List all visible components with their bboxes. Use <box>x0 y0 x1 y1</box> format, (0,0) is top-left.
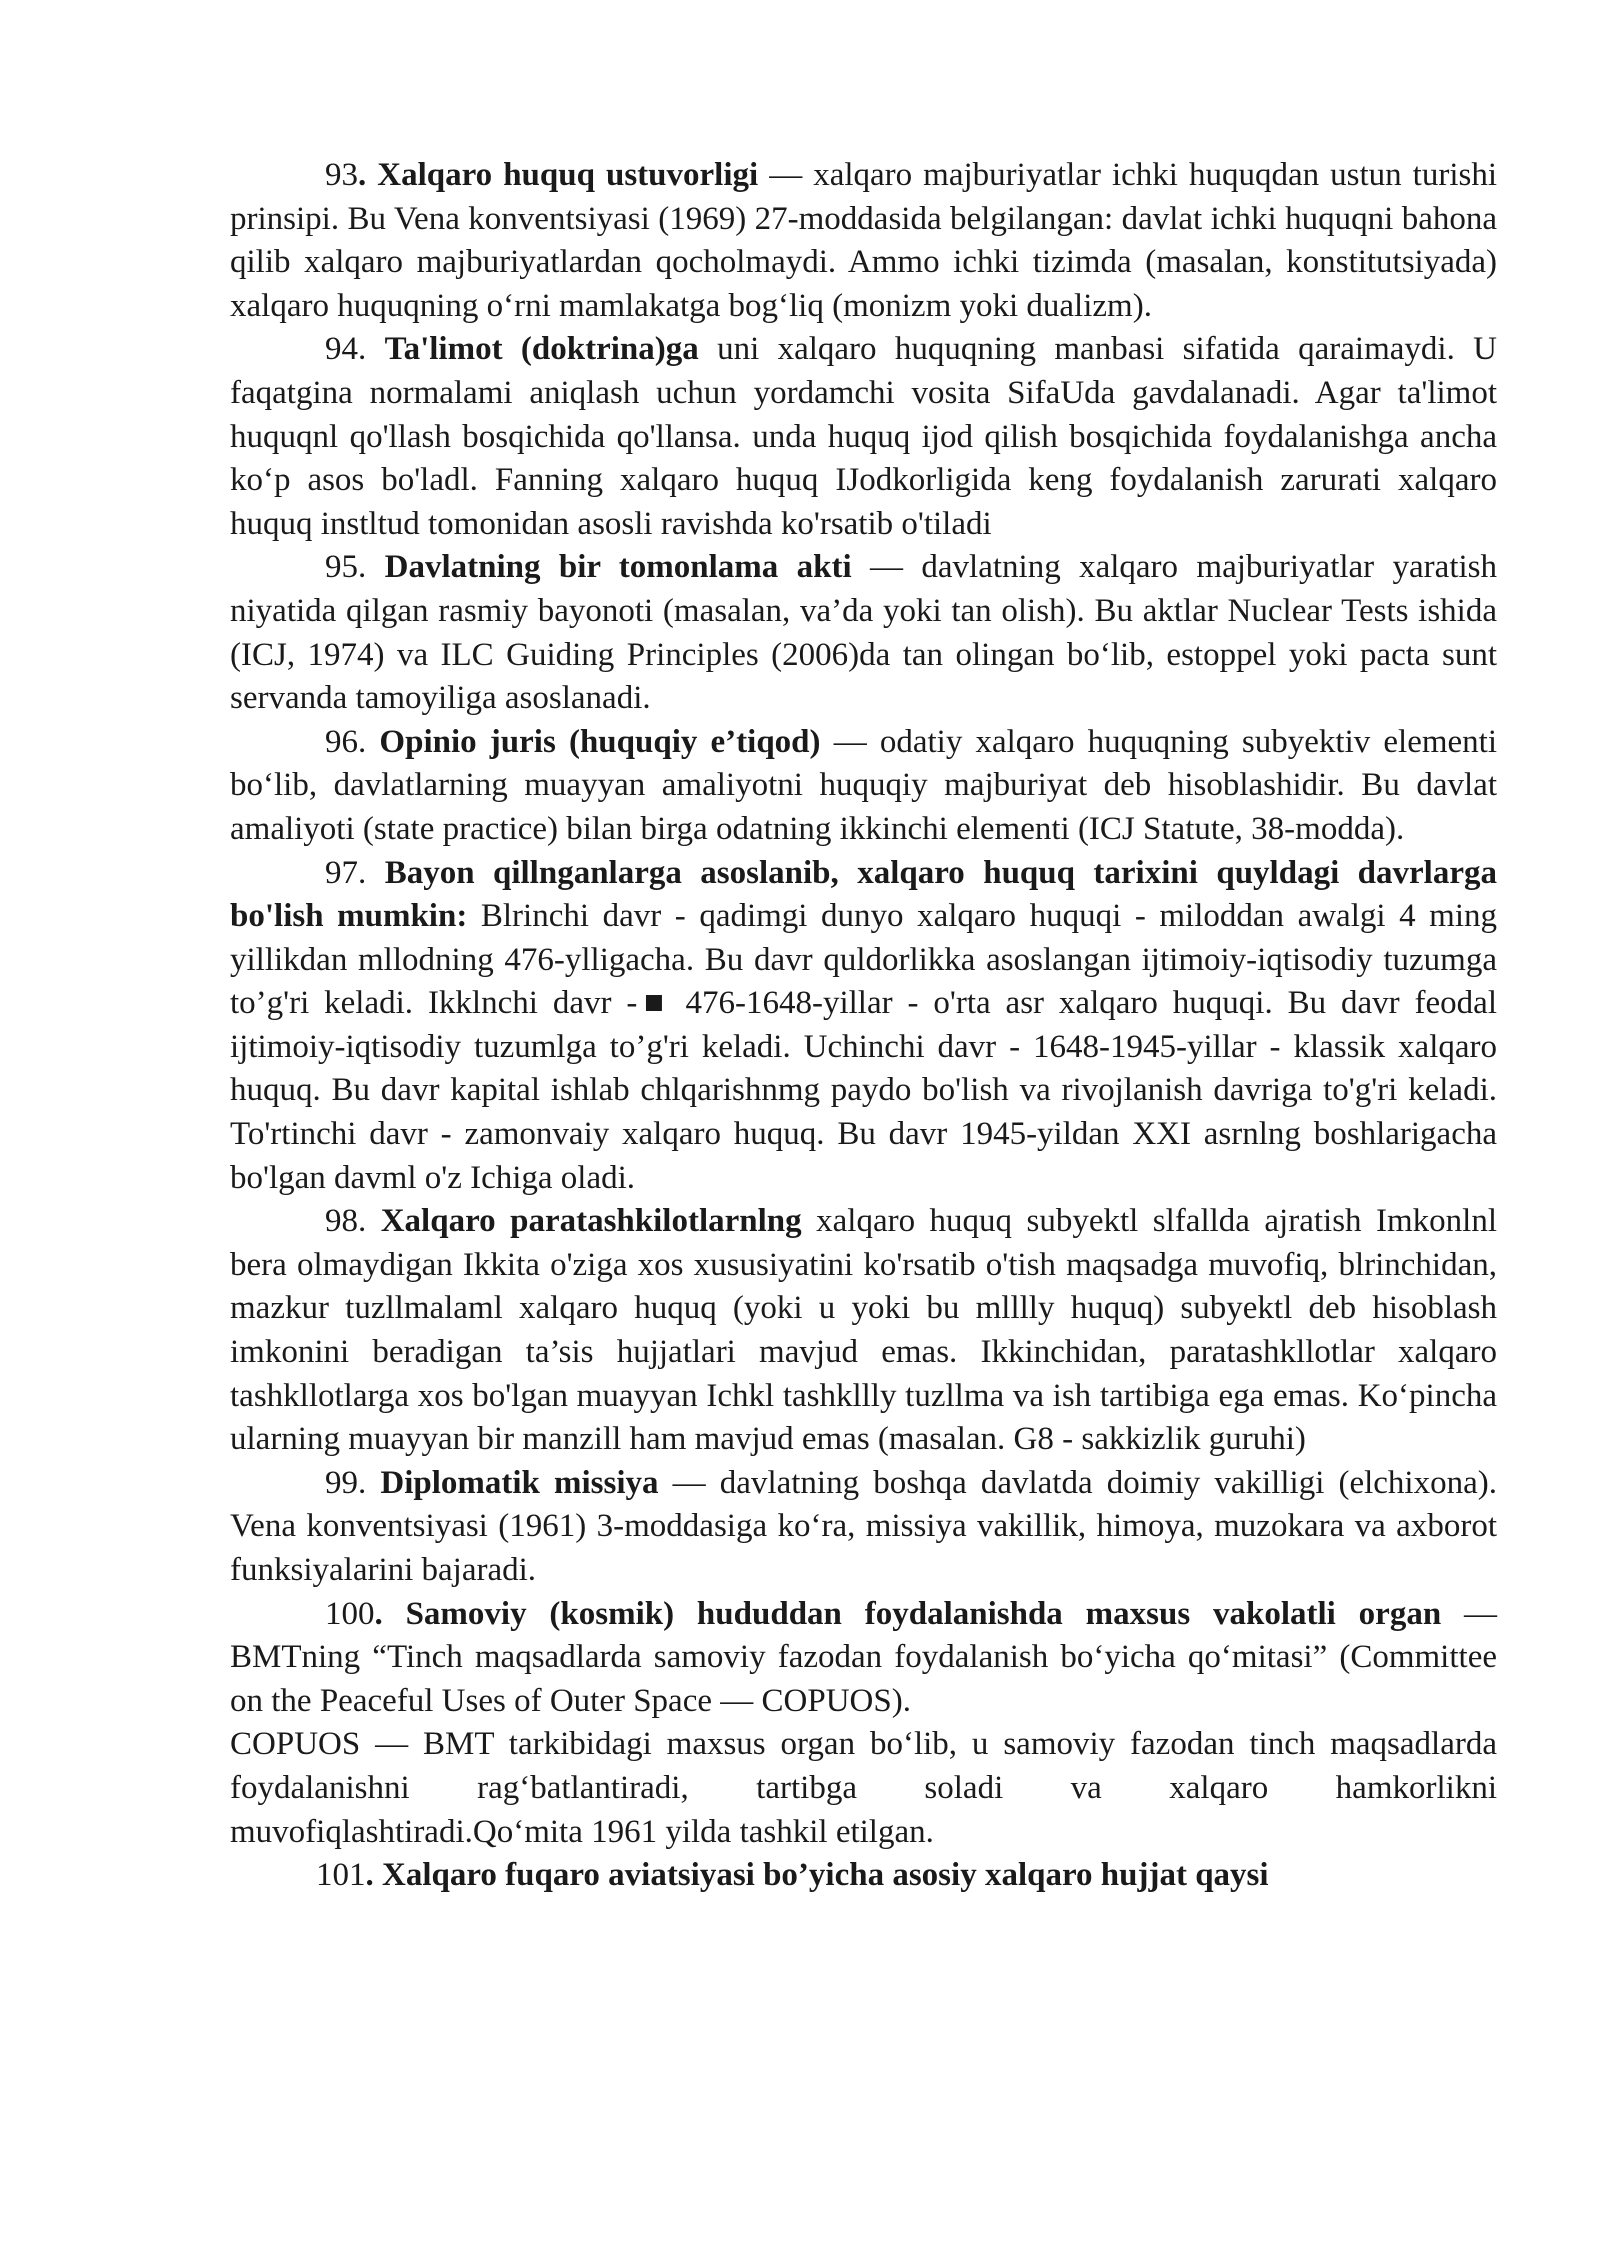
item-101 <box>230 1854 1497 1898</box>
item-text: uni xalqaro huquqning manbasi sifatida qaraimaydi. U faqatgina normalami aniqlash uchun yordamchi vosita SifaUda gavdalanadi. Agar ta'limot huquqnl qo'llash bosqichida qo'llansa. unda huquq ijod qilish bosqichida foydalanishga ancha koʻp asos bo'ladl. Fanning xalqaro huquq IJodkorligida keng foydalanish zarurati xalqaro huquq instltud tomonidan asosli ravishda ko'rsatib o'tiladi <box>230 331 1498 542</box>
item-number: 96. <box>325 723 380 760</box>
item-100 <box>230 1593 1497 1724</box>
item-text: — xalqaro majburiyatlar ichki huquqdan ustun turishi prinsipi. Bu Vena konventsiyasi (1969) 27-moddasida belgilangan: davlat ichki huquqni bahona qilib xalqaro majburiyatlardan qocholmaydi. Ammo ichki tizimda (masalan, konstitutsiyada) xalqaro huquqning oʻrni mamlakatga bogʻliq (monizm yoki dualizm). <box>230 157 1497 324</box>
item-term: . Xalqaro fuqaro aviatsiyasi bo’yicha asosiy xalqaro hujjat qaysi <box>365 1857 1269 1894</box>
item-number: 97. <box>325 854 385 891</box>
item-96 <box>230 721 1497 852</box>
item-term: . Samoviy (kosmik) hududdan foydalanishda maxsus vakolatli organ <box>374 1595 1442 1632</box>
item-text: Blrinchi davr - qadimgi dunyo xalqaro huquqi - miloddan awalgi 4 ming yillikdan mllodning 476-ylligacha. Bu davr quldorlikka asoslangan ijtimoiy-iqtisodiy tuzumga to’g'ri keladi. Ikklnchi davr -■ 476-1648-yillar - o'rta asr xalqaro huquqi. Bu davr feodal ijtimoiy-iqtisodiy tuzumlga to’g'ri keladi. Uchinchi davr - 1648-1945-yillar - klassik xalqaro huquq. Bu davr kapital ishlab chlqarishnmg paydo bo'lish va rivojlanish davriga to'g'ri keladi. To'rtinchi davr - zamonvaiy xalqaro huquq. Bu davr 1945-yildan XXI asrnlng boshlarigacha bo'lgan davml o'z Ichiga oladi. <box>230 898 1497 1196</box>
item-term: Diplomatik missiya <box>380 1464 659 1501</box>
item-text: xalqaro huquq subyektl slfallda ajratish Imkonlnl bera olmaydigan Ikkita o'ziga xos xususiyatini ko'rsatib o'tish maqsadga muvofiq, blrinchidan, mazkur tuzllmalaml xalqaro huquq (yoki u yoki bu mlllly huquq) subyektl deb hisoblash imkonini beradigan ta’sis hujjatlari mavjud emas. Ikkinchidan, paratashkllotlar xalqaro tashkllotlarga xos bo'lgan muayyan Ichkl tashkllly tuzllma va ish tartibiga ega emas. Koʻpincha ularning muayyan bir manzill ham mavjud emas (masalan. G8 - sakkizlik guruhi) <box>230 1203 1497 1458</box>
item-number: 95. <box>325 549 385 586</box>
item-text: — davlatning xalqaro majburiyatlar yaratish niyatida qilgan rasmiy bayonoti (masalan, va’da yoki tan olish). Bu aktlar Nuclear Tests ishida (ICJ, 1974) va ILC Guiding Principles (2006)da tan olingan boʻlib, estoppel yoki pacta sunt servanda tamoyiliga asoslanadi. <box>230 549 1497 717</box>
item-term: Opinio juris (huquqiy e’tiqod) <box>379 723 821 760</box>
item-text: — odatiy xalqaro huquqning subyektiv elementi boʻlib, davlatlarning muayyan amaliyotni huquqiy majburiyat deb hisoblashidir. Bu davlat amaliyoti (state practice) bilan birga odatning ikkinchi elementi (ICJ Statute, 38-modda). <box>230 723 1498 847</box>
item-number: 94. <box>325 331 385 368</box>
item-term: . Xalqaro huquq ustuvorligi <box>358 157 759 193</box>
item-number: 98. <box>325 1203 381 1240</box>
item-term: Xalqaro paratashkilotlarnlng <box>380 1203 802 1240</box>
item-term: Ta'limot (doktrina)ga <box>384 331 699 368</box>
item-term: Bayon qillnganlarga asoslanib, xalqaro huquq tarixini quyldagi davrlarga bo'lish mumkin: <box>230 854 1498 935</box>
item-94 <box>230 328 1497 546</box>
item-95 <box>230 546 1497 720</box>
item-number: 101 <box>316 1857 366 1894</box>
item-97 <box>230 852 1497 1201</box>
item-number: 93 <box>325 157 358 193</box>
item-99 <box>230 1462 1497 1593</box>
item-term: Davlatning bir tomonlama akti <box>384 549 852 586</box>
item-text: — BMTning “Tinch maqsadlarda samoviy fazodan foydalanish boʻyicha qoʻmitasi” (Committee on the Peaceful Uses of Outer Space — COPUOS). <box>230 1595 1497 1719</box>
item-98 <box>230 1200 1497 1462</box>
item-number: 100 <box>325 1595 375 1632</box>
copuos-paragraph: COPUOS — BMT tarkibidagi maxsus organ boʻlib, u samoviy fazodan tinch maqsadlarda foydalanishni ragʻbatlantiradi, tartibga soladi va xalqaro hamkorlikni muvofiqlashtiradi.Qoʻmita 1961 yilda tashkil etilgan. <box>230 1726 1497 1850</box>
item-number: 99. <box>325 1464 381 1501</box>
item-93 <box>230 154 1497 328</box>
document-page <box>230 154 1497 1898</box>
item-text: — davlatning boshqa davlatda doimiy vakilligi (elchixona). Vena konventsiyasi (1961) 3-moddasiga koʻra, missiya vakillik, himoya, muzokara va axborot funksiyalarini bajaradi. <box>230 1464 1497 1588</box>
